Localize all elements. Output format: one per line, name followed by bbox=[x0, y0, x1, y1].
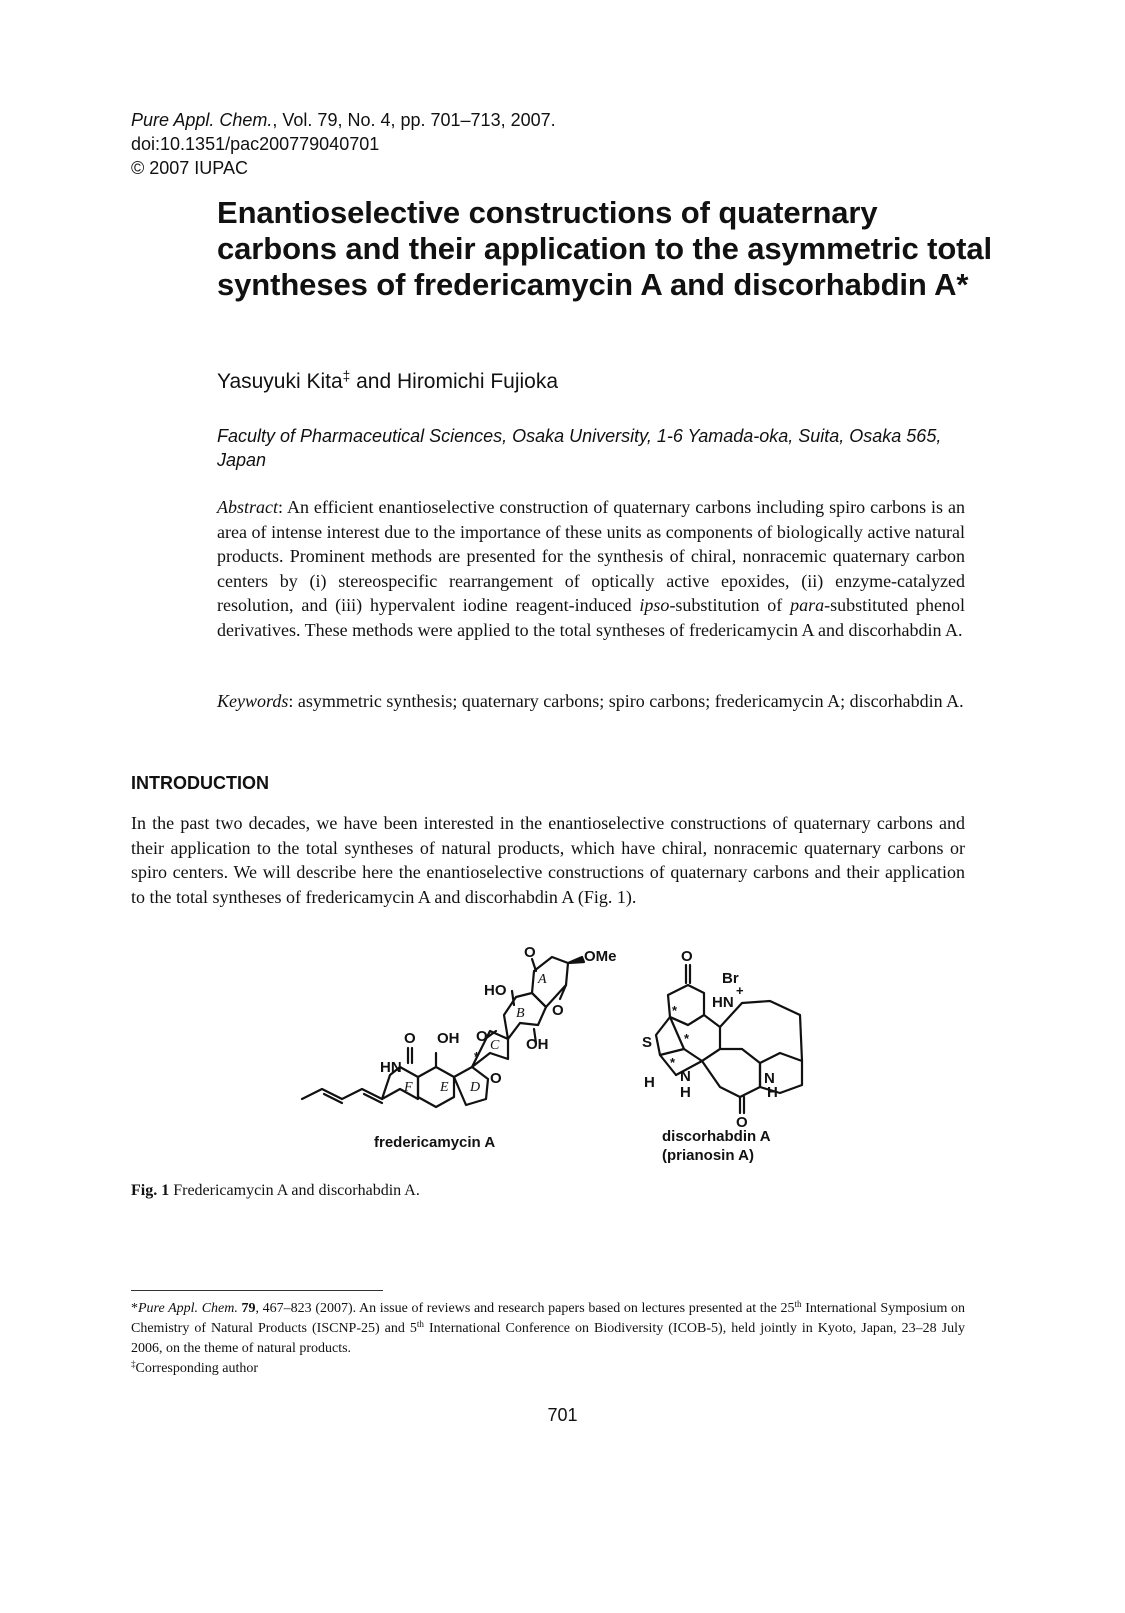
authors bbox=[217, 370, 558, 394]
doi[interactable]: doi:10.1351/pac200779040701 bbox=[131, 134, 380, 154]
label-ring-d: D bbox=[470, 1080, 481, 1095]
abstract-para: para bbox=[790, 595, 825, 615]
label-carbonyl-o: O bbox=[404, 1030, 416, 1047]
label-ho: HO bbox=[484, 982, 507, 999]
abstract-label: Abstract bbox=[217, 497, 278, 517]
label-stereocenter-star: * bbox=[474, 1049, 480, 1064]
author-kita: Yasuyuki Kita bbox=[217, 370, 343, 393]
citation-details: , Vol. 79, No. 4, pp. 701–713, 2007. bbox=[272, 110, 556, 130]
discorhabdin-ring-3 bbox=[702, 1049, 760, 1097]
article-title: Enantioselective constructions of quaternary carbons and their application to the asymmetric total syntheses of fredericamycin A and discorhabdin A* bbox=[217, 195, 993, 302]
footnotes bbox=[131, 1299, 965, 1379]
label-ring-b: B bbox=[516, 1006, 525, 1021]
journal-header bbox=[131, 108, 556, 180]
compound-name-discorhabdin: discorhabdin A bbox=[662, 1128, 771, 1145]
label-ring-a: A bbox=[538, 972, 547, 987]
footnote-text: Corresponding author bbox=[135, 1361, 259, 1376]
author-conjunction: and bbox=[350, 370, 397, 393]
footnote-journal: Pure Appl. Chem. bbox=[138, 1301, 238, 1316]
affiliation: Faculty of Pharmaceutical Sciences, Osaka University, 1-6 Yamada-oka, Suita, Osaka 565, Japan bbox=[217, 426, 942, 470]
introduction-paragraph: In the past two decades, we have been interested in the enantioselective constructions of quaternary carbons and their application to the total syntheses of natural products, which have chiral, nonracemic quaternary carbons or spiro centers. We will describe here the enantioselective constructions of quaternary carbons and their application to the total syntheses of fredericamycin A and discorhabdin A (Fig. 1). bbox=[131, 813, 965, 907]
label-stereocenter-star: * bbox=[670, 1055, 676, 1070]
figure-label: Fig. 1 bbox=[131, 1182, 170, 1199]
label-ring-f: F bbox=[404, 1080, 413, 1095]
page-number: 701 bbox=[547, 1405, 578, 1425]
label-ring-o: O bbox=[490, 1070, 502, 1087]
footnote-volume: 79 bbox=[241, 1301, 256, 1316]
footnote-text: International Conference on Biodiversity (ICOB-5), held jointly in Kyoto, Japan, 23–28 July 2006, on the theme of natural products. bbox=[131, 1321, 965, 1356]
figure-caption-text: Fredericamycin A and discorhabdin A. bbox=[169, 1182, 420, 1199]
abstract-text: : An efficient enantioselective construction of quaternary carbons including spiro carbons is an area of intense interest due to the importance of these units as components of biologically active natural products. Prominent methods are presented for the synthesis of chiral, nonracemic quaternary carbon centers by (i) stereospecific rearrangement of optically active epoxides, (ii) enzyme-catalyzed resolution, and (iii) hypervalent iodine reagent-induced bbox=[217, 497, 965, 615]
abstract-ipso: ipso bbox=[639, 595, 670, 615]
label-stereocenter-star: * bbox=[684, 1031, 690, 1046]
label-ring-e: E bbox=[440, 1080, 449, 1095]
footnote-text: International Symposium on Chemistry of Natural Products (ISCNP-25) and 5 bbox=[131, 1301, 965, 1336]
label-h: H bbox=[680, 1084, 691, 1101]
label-carbonyl-o: O bbox=[736, 1114, 748, 1131]
author-fujioka: Hiromichi Fujioka bbox=[396, 370, 559, 393]
label-hn: HN bbox=[380, 1059, 402, 1076]
label-n: N bbox=[680, 1068, 691, 1085]
wedge-bond-ome bbox=[568, 957, 584, 963]
keywords-label: Keywords bbox=[217, 691, 289, 711]
section-heading-introduction: INTRODUCTION bbox=[131, 773, 269, 793]
label-carbonyl-o: O bbox=[524, 944, 536, 961]
ordinal-suffix: th bbox=[416, 1319, 424, 1329]
abstract-text: -substituted phenol derivatives. These methods were applied to the total syntheses of fredericamycin A and discorhabdin A. bbox=[217, 595, 965, 640]
footnote-mark: * bbox=[131, 1301, 138, 1316]
corresponding-mark: ‡ bbox=[342, 368, 351, 384]
label-s: S bbox=[642, 1034, 653, 1051]
ring-e bbox=[418, 1067, 454, 1107]
footnote-mark: ‡ bbox=[131, 1359, 136, 1369]
keywords bbox=[217, 689, 965, 714]
ordinal-suffix: th bbox=[794, 1299, 802, 1309]
footnote-corresponding bbox=[131, 1359, 965, 1379]
compound-name-fredericamycin: fredericamycin A bbox=[374, 1134, 496, 1151]
label-ring-c: C bbox=[490, 1038, 500, 1053]
journal-name: Pure Appl. Chem. bbox=[131, 110, 273, 130]
copyright: © 2007 IUPAC bbox=[131, 158, 248, 178]
label-nh: N bbox=[764, 1070, 775, 1087]
label-br: Br bbox=[722, 970, 739, 987]
figure-caption bbox=[131, 1182, 420, 1200]
abstract-text: -substitution of bbox=[669, 595, 791, 615]
label-plus: + bbox=[736, 983, 744, 998]
figure-1-structures bbox=[290, 935, 850, 1175]
label-h: H bbox=[644, 1074, 655, 1091]
label-oh: OH bbox=[526, 1036, 549, 1053]
label-carbonyl-o: O bbox=[681, 948, 693, 965]
footnote-issue bbox=[131, 1299, 965, 1359]
label-ome: OMe bbox=[584, 948, 617, 965]
label-h: H bbox=[767, 1084, 778, 1101]
label-hn: HN bbox=[712, 994, 734, 1011]
footnote-text: , 467–823 (2007). An issue of reviews and research papers based on lectures presented at the 25 bbox=[255, 1301, 795, 1316]
abstract bbox=[217, 495, 965, 642]
compound-alias-prianosin: (prianosin A) bbox=[662, 1147, 754, 1164]
label-stereocenter-star: * bbox=[672, 1003, 678, 1018]
citation-line bbox=[131, 108, 556, 132]
footnote-divider bbox=[131, 1290, 383, 1291]
label-oh: OH bbox=[437, 1030, 460, 1047]
discorhabdin-thioether bbox=[656, 1017, 684, 1055]
label-carbonyl-o: O bbox=[476, 1028, 488, 1045]
label-carbonyl-o: O bbox=[552, 1002, 564, 1019]
keywords-text: : asymmetric synthesis; quaternary carbons; spiro carbons; fredericamycin A; discorhabdin A. bbox=[288, 691, 964, 711]
